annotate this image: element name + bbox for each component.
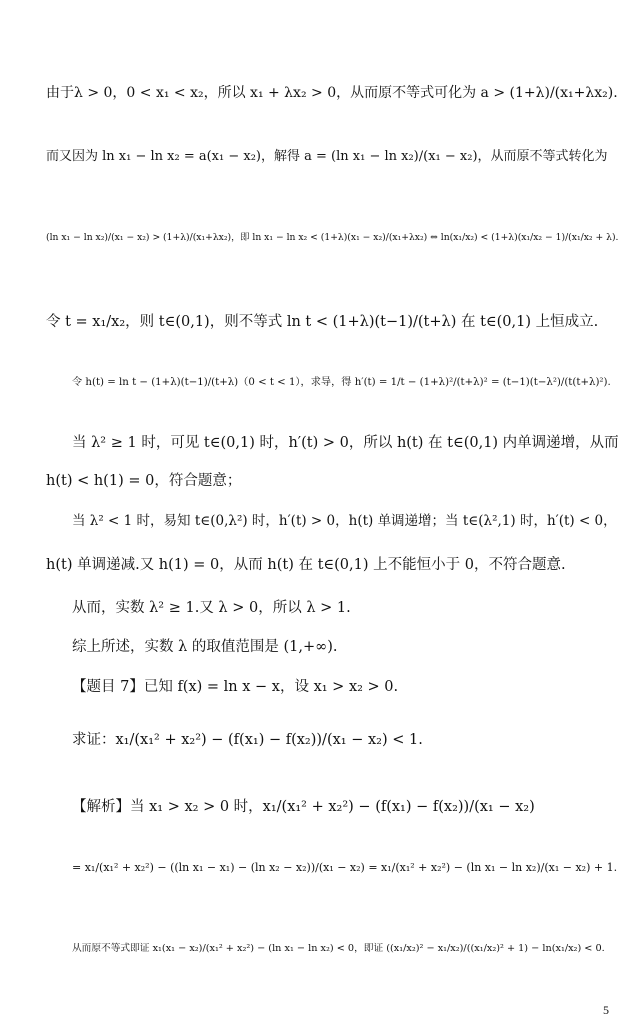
text-line-1: 由于λ > 0，0 < x₁ < x₂，所以 x₁ + λx₂ > 0，从而原不等式可化为 a > (1+λ)/(x₁+λx₂). xyxy=(46,85,618,101)
text-line-9: h(t) 单调递减.又 h(1) = 0，从而 h(t) 在 t∈(0,1) 上不能恒小于 0，不符合题意. xyxy=(46,557,566,573)
text-line-14: 【解析】当 x₁ > x₂ > 0 时，x₁/(x₁² + x₂²) − (f(x₁) − f(x₂))/(x₁ − x₂) xyxy=(72,799,535,815)
text-line-12: 【题目 7】已知 f(x) = ln x − x，设 x₁ > x₂ > 0. xyxy=(72,679,399,695)
text-line-5: 令 h(t) = ln t − (1+λ)(t−1)/(t+λ)（0 < t < 1），求导，得 h′(t) = 1/t − (1+λ)²/(t+λ)² = (t−1)(t−λ²)/(t(t+λ)²). xyxy=(72,377,611,388)
text-line-8: 当 λ² < 1 时，易知 t∈(0,λ²) 时，h′(t) > 0，h(t) 单调递增；当 t∈(λ²,1) 时，h′(t) < 0， xyxy=(72,513,617,529)
text-line-3: (ln x₁ − ln x₂)/(x₁ − x₂) > (1+λ)/(x₁+λx₂)，即 ln x₁ − ln x₂ < (1+λ)(x₁ − x₂)/(x₁+λx₂) ⇔ ln(x₁/x₂) < (1+λ)(x₁/x₂ − 1)/(x₁/x₂ + λ). xyxy=(46,232,619,243)
page-number: 5 xyxy=(603,1003,609,1017)
text-line-4: 令 t = x₁/x₂，则 t∈(0,1)，则不等式 ln t < (1+λ)(t−1)/(t+λ) 在 t∈(0,1) 上恒成立. xyxy=(46,314,599,330)
text-line-16: 从而原不等式即证 x₁(x₁ − x₂)/(x₁² + x₂²) − (ln x₁ − ln x₂) < 0，即证 ((x₁/x₂)² − x₁/x₂)/((x₁/x₂)² + 1) − ln(x₁/x₂) < 0. xyxy=(72,943,605,954)
text-line-10: 从而，实数 λ² ≥ 1.又 λ > 0，所以 λ > 1. xyxy=(72,600,351,616)
text-line-7: h(t) < h(1) = 0，符合题意； xyxy=(46,473,242,489)
text-line-15: = x₁/(x₁² + x₂²) − ((ln x₁ − x₁) − (ln x₂ − x₂))/(x₁ − x₂) = x₁/(x₁² + x₂²) − (ln x₁ − ln x₂)/(x₁ − x₂) + 1. xyxy=(72,861,618,874)
text-line-13: 求证：x₁/(x₁² + x₂²) − (f(x₁) − f(x₂))/(x₁ − x₂) < 1. xyxy=(72,732,423,748)
text-line-2: 而又因为 ln x₁ − ln x₂ = a(x₁ − x₂)，解得 a = (ln x₁ − ln x₂)/(x₁ − x₂)，从而原不等式转化为 xyxy=(46,149,608,164)
text-line-6: 当 λ² ≥ 1 时，可见 t∈(0,1) 时，h′(t) > 0，所以 h(t) 在 t∈(0,1) 内单调递增，从而 xyxy=(72,435,619,451)
text-line-11: 综上所述，实数 λ 的取值范围是 (1,+∞). xyxy=(72,639,338,655)
